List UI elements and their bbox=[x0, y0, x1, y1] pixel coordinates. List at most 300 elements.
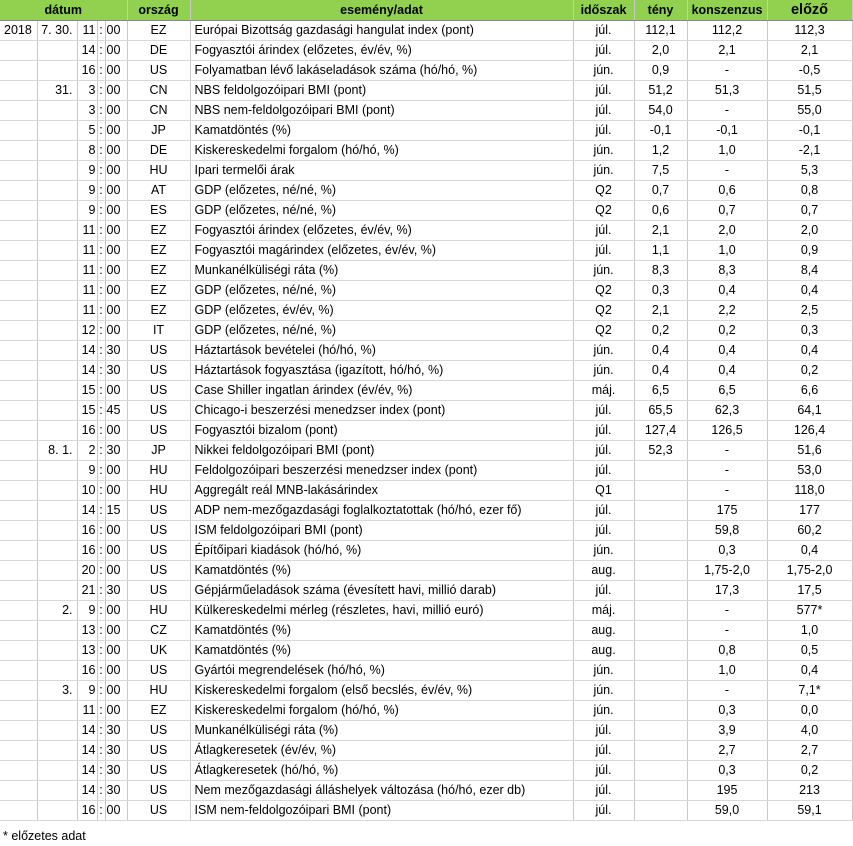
month-day-cell bbox=[37, 361, 77, 381]
actual-cell bbox=[634, 601, 687, 621]
time-colon: : bbox=[97, 341, 105, 361]
year-cell bbox=[0, 641, 37, 661]
time-colon: : bbox=[97, 81, 105, 101]
consensus-cell: 1,0 bbox=[687, 141, 767, 161]
minute-cell: 00 bbox=[105, 461, 127, 481]
year-cell bbox=[0, 61, 37, 81]
minute-cell: 00 bbox=[105, 681, 127, 701]
previous-cell: -0,1 bbox=[767, 121, 852, 141]
year-cell bbox=[0, 421, 37, 441]
event-cell: Munkanélküliségi ráta (%) bbox=[190, 261, 573, 281]
minute-cell: 00 bbox=[105, 281, 127, 301]
table-row bbox=[0, 601, 852, 621]
year-cell bbox=[0, 801, 37, 821]
month-day-cell bbox=[37, 141, 77, 161]
previous-cell: 112,3 bbox=[767, 21, 852, 41]
minute-cell: 00 bbox=[105, 561, 127, 581]
previous-cell: 177 bbox=[767, 501, 852, 521]
time-colon: : bbox=[97, 441, 105, 461]
actual-cell: 0,4 bbox=[634, 341, 687, 361]
table-row bbox=[0, 401, 852, 421]
period-cell: júl. bbox=[573, 221, 634, 241]
minute-cell: 30 bbox=[105, 721, 127, 741]
period-cell: Q1 bbox=[573, 481, 634, 501]
header-country: ország bbox=[127, 0, 190, 21]
table-row bbox=[0, 181, 852, 201]
country-cell: US bbox=[127, 741, 190, 761]
previous-cell: 0,4 bbox=[767, 661, 852, 681]
period-cell: Q2 bbox=[573, 321, 634, 341]
time-colon: : bbox=[97, 761, 105, 781]
hour-cell: 11 bbox=[77, 701, 97, 721]
country-cell: US bbox=[127, 581, 190, 601]
consensus-cell: 1,0 bbox=[687, 661, 767, 681]
table-row bbox=[0, 361, 852, 381]
previous-cell: 2,5 bbox=[767, 301, 852, 321]
hour-cell: 14 bbox=[77, 361, 97, 381]
event-cell: Gyártói megrendelések (hó/hó, %) bbox=[190, 661, 573, 681]
table-row bbox=[0, 621, 852, 641]
previous-cell: 8,4 bbox=[767, 261, 852, 281]
hour-cell: 14 bbox=[77, 761, 97, 781]
country-cell: IT bbox=[127, 321, 190, 341]
minute-cell: 00 bbox=[105, 61, 127, 81]
event-cell: GDP (előzetes, né/né, %) bbox=[190, 181, 573, 201]
actual-cell: 8,3 bbox=[634, 261, 687, 281]
actual-cell bbox=[634, 581, 687, 601]
month-day-cell bbox=[37, 241, 77, 261]
previous-cell: 1,75-2,0 bbox=[767, 561, 852, 581]
table-row bbox=[0, 521, 852, 541]
actual-cell: 112,1 bbox=[634, 21, 687, 41]
actual-cell: 6,5 bbox=[634, 381, 687, 401]
table-row bbox=[0, 661, 852, 681]
hour-cell: 14 bbox=[77, 721, 97, 741]
table-row bbox=[0, 681, 852, 701]
country-cell: EZ bbox=[127, 241, 190, 261]
country-cell: US bbox=[127, 661, 190, 681]
month-day-cell bbox=[37, 101, 77, 121]
hour-cell: 8 bbox=[77, 141, 97, 161]
period-cell: jún. bbox=[573, 701, 634, 721]
minute-cell: 00 bbox=[105, 101, 127, 121]
month-day-cell bbox=[37, 261, 77, 281]
header-date: dátum bbox=[0, 0, 127, 21]
consensus-cell: 8,3 bbox=[687, 261, 767, 281]
actual-cell: 54,0 bbox=[634, 101, 687, 121]
country-cell: US bbox=[127, 501, 190, 521]
year-cell bbox=[0, 441, 37, 461]
minute-cell: 00 bbox=[105, 321, 127, 341]
minute-cell: 30 bbox=[105, 761, 127, 781]
month-day-cell bbox=[37, 161, 77, 181]
country-cell: EZ bbox=[127, 301, 190, 321]
month-day-cell bbox=[37, 701, 77, 721]
hour-cell: 9 bbox=[77, 201, 97, 221]
actual-cell bbox=[634, 741, 687, 761]
time-colon: : bbox=[97, 161, 105, 181]
minute-cell: 30 bbox=[105, 341, 127, 361]
time-colon: : bbox=[97, 701, 105, 721]
actual-cell bbox=[634, 781, 687, 801]
hour-cell: 9 bbox=[77, 461, 97, 481]
period-cell: júl. bbox=[573, 101, 634, 121]
hour-cell: 9 bbox=[77, 601, 97, 621]
period-cell: jún. bbox=[573, 61, 634, 81]
consensus-cell: 2,1 bbox=[687, 41, 767, 61]
actual-cell: 0,2 bbox=[634, 321, 687, 341]
month-day-cell bbox=[37, 661, 77, 681]
month-day-cell bbox=[37, 521, 77, 541]
event-cell: Kamatdöntés (%) bbox=[190, 641, 573, 661]
event-cell: Háztartások fogyasztása (igazított, hó/hó, %) bbox=[190, 361, 573, 381]
period-cell: júl. bbox=[573, 241, 634, 261]
year-cell bbox=[0, 741, 37, 761]
period-cell: júl. bbox=[573, 521, 634, 541]
actual-cell bbox=[634, 701, 687, 721]
table-row bbox=[0, 21, 852, 41]
actual-cell: 0,7 bbox=[634, 181, 687, 201]
period-cell: máj. bbox=[573, 601, 634, 621]
time-colon: : bbox=[97, 201, 105, 221]
minute-cell: 00 bbox=[105, 541, 127, 561]
year-cell bbox=[0, 81, 37, 101]
minute-cell: 30 bbox=[105, 581, 127, 601]
country-cell: AT bbox=[127, 181, 190, 201]
period-cell: jún. bbox=[573, 261, 634, 281]
country-cell: CN bbox=[127, 81, 190, 101]
event-cell: Külkereskedelmi mérleg (részletes, havi, millió euró) bbox=[190, 601, 573, 621]
event-cell: NBS feldolgozóipari BMI (pont) bbox=[190, 81, 573, 101]
actual-cell: 2,1 bbox=[634, 301, 687, 321]
month-day-cell bbox=[37, 221, 77, 241]
previous-cell: 0,7 bbox=[767, 201, 852, 221]
period-cell: aug. bbox=[573, 621, 634, 641]
month-day-cell: 2. bbox=[37, 601, 77, 621]
hour-cell: 3 bbox=[77, 81, 97, 101]
time-colon: : bbox=[97, 721, 105, 741]
consensus-cell: 2,7 bbox=[687, 741, 767, 761]
time-colon: : bbox=[97, 381, 105, 401]
table-row bbox=[0, 141, 852, 161]
previous-cell: -2,1 bbox=[767, 141, 852, 161]
actual-cell bbox=[634, 681, 687, 701]
consensus-cell: 0,6 bbox=[687, 181, 767, 201]
period-cell: jún. bbox=[573, 141, 634, 161]
month-day-cell: 8. 1. bbox=[37, 441, 77, 461]
hour-cell: 11 bbox=[77, 301, 97, 321]
month-day-cell bbox=[37, 321, 77, 341]
minute-cell: 00 bbox=[105, 521, 127, 541]
period-cell: júl. bbox=[573, 81, 634, 101]
year-cell bbox=[0, 681, 37, 701]
actual-cell bbox=[634, 461, 687, 481]
previous-cell: 1,0 bbox=[767, 621, 852, 641]
year-cell bbox=[0, 461, 37, 481]
event-cell: Európai Bizottság gazdasági hangulat index (pont) bbox=[190, 21, 573, 41]
month-day-cell bbox=[37, 341, 77, 361]
previous-cell: 2,7 bbox=[767, 741, 852, 761]
previous-cell: 2,0 bbox=[767, 221, 852, 241]
actual-cell: 127,4 bbox=[634, 421, 687, 441]
table-row bbox=[0, 301, 852, 321]
consensus-cell: 51,3 bbox=[687, 81, 767, 101]
month-day-cell: 7. 30. bbox=[37, 21, 77, 41]
consensus-cell: 17,3 bbox=[687, 581, 767, 601]
consensus-cell: 0,3 bbox=[687, 541, 767, 561]
header-period: időszak bbox=[573, 0, 634, 21]
hour-cell: 11 bbox=[77, 221, 97, 241]
period-cell: júl. bbox=[573, 21, 634, 41]
header-event: esemény/adat bbox=[190, 0, 573, 21]
minute-cell: 00 bbox=[105, 641, 127, 661]
time-colon: : bbox=[97, 121, 105, 141]
hour-cell: 14 bbox=[77, 781, 97, 801]
previous-cell: 0,4 bbox=[767, 541, 852, 561]
actual-cell bbox=[634, 561, 687, 581]
table-row bbox=[0, 461, 852, 481]
event-cell: GDP (előzetes, né/né, %) bbox=[190, 201, 573, 221]
table-row bbox=[0, 321, 852, 341]
time-colon: : bbox=[97, 61, 105, 81]
previous-cell: 0,5 bbox=[767, 641, 852, 661]
country-cell: US bbox=[127, 721, 190, 741]
period-cell: júl. bbox=[573, 801, 634, 821]
country-cell: HU bbox=[127, 681, 190, 701]
consensus-cell: - bbox=[687, 481, 767, 501]
minute-cell: 00 bbox=[105, 181, 127, 201]
period-cell: júl. bbox=[573, 401, 634, 421]
previous-cell: 51,6 bbox=[767, 441, 852, 461]
month-day-cell bbox=[37, 301, 77, 321]
table-row bbox=[0, 761, 852, 781]
hour-cell: 14 bbox=[77, 741, 97, 761]
period-cell: júl. bbox=[573, 741, 634, 761]
previous-cell: 60,2 bbox=[767, 521, 852, 541]
event-cell: Nem mezőgazdasági álláshelyek változása (hó/hó, ezer db) bbox=[190, 781, 573, 801]
year-cell bbox=[0, 661, 37, 681]
minute-cell: 30 bbox=[105, 781, 127, 801]
month-day-cell bbox=[37, 401, 77, 421]
footnote: * előzetes adat bbox=[3, 829, 86, 843]
table-row bbox=[0, 541, 852, 561]
previous-cell: 2,1 bbox=[767, 41, 852, 61]
header-consensus: konszenzus bbox=[687, 0, 767, 21]
hour-cell: 12 bbox=[77, 321, 97, 341]
year-cell bbox=[0, 261, 37, 281]
hour-cell: 16 bbox=[77, 421, 97, 441]
minute-cell: 30 bbox=[105, 361, 127, 381]
minute-cell: 00 bbox=[105, 161, 127, 181]
year-cell bbox=[0, 121, 37, 141]
time-colon: : bbox=[97, 521, 105, 541]
consensus-cell: 112,2 bbox=[687, 21, 767, 41]
hour-cell: 16 bbox=[77, 61, 97, 81]
actual-cell: 0,9 bbox=[634, 61, 687, 81]
table-row bbox=[0, 121, 852, 141]
consensus-cell: 59,8 bbox=[687, 521, 767, 541]
country-cell: JP bbox=[127, 441, 190, 461]
country-cell: UK bbox=[127, 641, 190, 661]
time-colon: : bbox=[97, 561, 105, 581]
previous-cell: 17,5 bbox=[767, 581, 852, 601]
time-colon: : bbox=[97, 261, 105, 281]
minute-cell: 00 bbox=[105, 661, 127, 681]
hour-cell: 16 bbox=[77, 521, 97, 541]
table-row bbox=[0, 561, 852, 581]
previous-cell: 64,1 bbox=[767, 401, 852, 421]
period-cell: aug. bbox=[573, 641, 634, 661]
previous-cell: 126,4 bbox=[767, 421, 852, 441]
time-colon: : bbox=[97, 461, 105, 481]
month-day-cell bbox=[37, 721, 77, 741]
actual-cell: 2,0 bbox=[634, 41, 687, 61]
year-cell bbox=[0, 581, 37, 601]
consensus-cell: 0,3 bbox=[687, 701, 767, 721]
event-cell: Case Shiller ingatlan árindex (év/év, %) bbox=[190, 381, 573, 401]
hour-cell: 3 bbox=[77, 101, 97, 121]
event-cell: NBS nem-feldolgozóipari BMI (pont) bbox=[190, 101, 573, 121]
hour-cell: 16 bbox=[77, 661, 97, 681]
minute-cell: 00 bbox=[105, 261, 127, 281]
consensus-cell: 1,0 bbox=[687, 241, 767, 261]
event-cell: Chicago-i beszerzési menedzser index (pont) bbox=[190, 401, 573, 421]
actual-cell: 1,1 bbox=[634, 241, 687, 261]
event-cell: Kamatdöntés (%) bbox=[190, 121, 573, 141]
previous-cell: 0,9 bbox=[767, 241, 852, 261]
actual-cell bbox=[634, 481, 687, 501]
period-cell: júl. bbox=[573, 461, 634, 481]
time-colon: : bbox=[97, 41, 105, 61]
actual-cell: 0,3 bbox=[634, 281, 687, 301]
country-cell: HU bbox=[127, 461, 190, 481]
period-cell: Q2 bbox=[573, 181, 634, 201]
month-day-cell bbox=[37, 581, 77, 601]
event-cell: Kamatdöntés (%) bbox=[190, 621, 573, 641]
minute-cell: 00 bbox=[105, 381, 127, 401]
minute-cell: 30 bbox=[105, 741, 127, 761]
table-row bbox=[0, 41, 852, 61]
minute-cell: 00 bbox=[105, 241, 127, 261]
header-row bbox=[0, 0, 852, 21]
month-day-cell bbox=[37, 281, 77, 301]
time-colon: : bbox=[97, 801, 105, 821]
country-cell: US bbox=[127, 541, 190, 561]
year-cell bbox=[0, 161, 37, 181]
country-cell: EZ bbox=[127, 281, 190, 301]
minute-cell: 00 bbox=[105, 601, 127, 621]
actual-cell bbox=[634, 721, 687, 741]
month-day-cell bbox=[37, 481, 77, 501]
actual-cell: 0,6 bbox=[634, 201, 687, 221]
month-day-cell bbox=[37, 421, 77, 441]
period-cell: júl. bbox=[573, 121, 634, 141]
hour-cell: 14 bbox=[77, 341, 97, 361]
time-colon: : bbox=[97, 641, 105, 661]
actual-cell: 2,1 bbox=[634, 221, 687, 241]
actual-cell: 7,5 bbox=[634, 161, 687, 181]
table-row bbox=[0, 801, 852, 821]
minute-cell: 00 bbox=[105, 81, 127, 101]
event-cell: Háztartások bevételei (hó/hó, %) bbox=[190, 341, 573, 361]
year-cell bbox=[0, 621, 37, 641]
time-colon: : bbox=[97, 141, 105, 161]
year-cell bbox=[0, 541, 37, 561]
consensus-cell: 175 bbox=[687, 501, 767, 521]
event-cell: GDP (előzetes, év/év, %) bbox=[190, 301, 573, 321]
time-colon: : bbox=[97, 281, 105, 301]
year-cell bbox=[0, 281, 37, 301]
actual-cell bbox=[634, 761, 687, 781]
consensus-cell: 195 bbox=[687, 781, 767, 801]
hour-cell: 9 bbox=[77, 681, 97, 701]
event-cell: Feldolgozóipari beszerzési menedzser index (pont) bbox=[190, 461, 573, 481]
country-cell: US bbox=[127, 801, 190, 821]
event-cell: Munkanélküliségi ráta (%) bbox=[190, 721, 573, 741]
hour-cell: 10 bbox=[77, 481, 97, 501]
previous-cell: 0,4 bbox=[767, 281, 852, 301]
year-cell bbox=[0, 521, 37, 541]
time-colon: : bbox=[97, 101, 105, 121]
consensus-cell: 2,2 bbox=[687, 301, 767, 321]
period-cell: júl. bbox=[573, 41, 634, 61]
year-cell bbox=[0, 341, 37, 361]
country-cell: US bbox=[127, 761, 190, 781]
event-cell: Nikkei feldolgozóipari BMI (pont) bbox=[190, 441, 573, 461]
time-colon: : bbox=[97, 541, 105, 561]
period-cell: jún. bbox=[573, 541, 634, 561]
previous-cell: 6,6 bbox=[767, 381, 852, 401]
consensus-cell: 1,75-2,0 bbox=[687, 561, 767, 581]
consensus-cell: 59,0 bbox=[687, 801, 767, 821]
consensus-cell: 62,3 bbox=[687, 401, 767, 421]
consensus-cell: 0,4 bbox=[687, 281, 767, 301]
year-cell bbox=[0, 221, 37, 241]
year-cell bbox=[0, 141, 37, 161]
consensus-cell: - bbox=[687, 161, 767, 181]
time-colon: : bbox=[97, 301, 105, 321]
previous-cell: 55,0 bbox=[767, 101, 852, 121]
country-cell: US bbox=[127, 781, 190, 801]
event-cell: ISM nem-feldolgozóipari BMI (pont) bbox=[190, 801, 573, 821]
actual-cell: 65,5 bbox=[634, 401, 687, 421]
hour-cell: 11 bbox=[77, 281, 97, 301]
actual-cell bbox=[634, 621, 687, 641]
time-colon: : bbox=[97, 601, 105, 621]
event-cell: Fogyasztói magárindex (előzetes, év/év, %) bbox=[190, 241, 573, 261]
table-row bbox=[0, 721, 852, 741]
country-cell: DE bbox=[127, 41, 190, 61]
time-colon: : bbox=[97, 321, 105, 341]
country-cell: HU bbox=[127, 161, 190, 181]
country-cell: US bbox=[127, 341, 190, 361]
previous-cell: 59,1 bbox=[767, 801, 852, 821]
consensus-cell: 0,2 bbox=[687, 321, 767, 341]
month-day-cell bbox=[37, 461, 77, 481]
table-row bbox=[0, 341, 852, 361]
hour-cell: 14 bbox=[77, 41, 97, 61]
year-cell bbox=[0, 701, 37, 721]
previous-cell: -0,5 bbox=[767, 61, 852, 81]
consensus-cell: 0,3 bbox=[687, 761, 767, 781]
event-cell: Fogyasztói bizalom (pont) bbox=[190, 421, 573, 441]
table-body bbox=[0, 21, 852, 821]
previous-cell: 0,0 bbox=[767, 701, 852, 721]
table-row bbox=[0, 781, 852, 801]
table-row bbox=[0, 741, 852, 761]
event-cell: Kamatdöntés (%) bbox=[190, 561, 573, 581]
consensus-cell: - bbox=[687, 681, 767, 701]
